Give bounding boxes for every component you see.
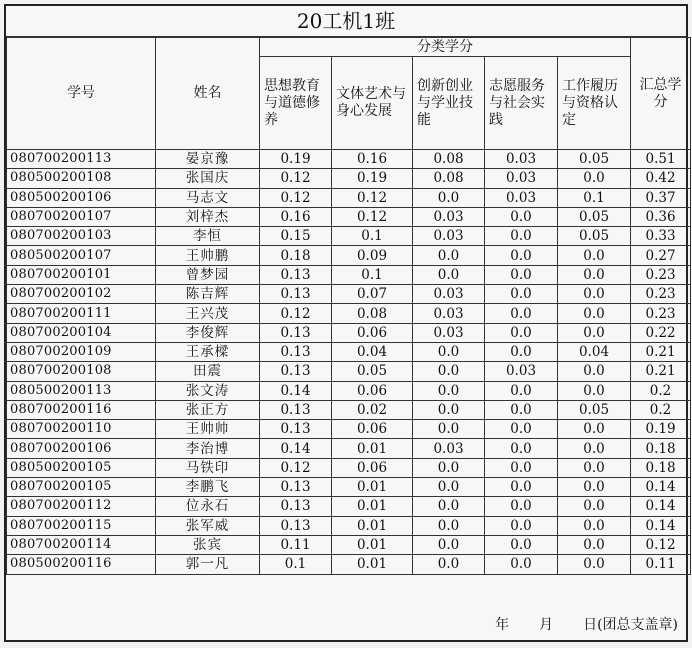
credit-work-qualification-cell: 0.0 — [558, 516, 631, 535]
credit-arts-sports-cell: 0.08 — [332, 304, 413, 323]
credit-ideology-cell: 0.14 — [260, 381, 332, 400]
student-id-cell: 080700200110 — [7, 420, 156, 439]
credit-work-qualification-cell: 0.0 — [558, 478, 631, 497]
credit-total-cell: 0.23 — [631, 285, 691, 304]
student-name-cell: 王承樑 — [156, 342, 260, 361]
credit-work-qualification-cell: 0.04 — [558, 342, 631, 361]
table-row — [7, 458, 691, 477]
credit-arts-sports-cell: 0.1 — [332, 265, 413, 284]
credit-innovation-cell: 0.03 — [413, 207, 485, 226]
credit-ideology-cell: 0.14 — [260, 439, 332, 458]
credit-total-cell: 0.27 — [631, 246, 691, 265]
credit-arts-sports-cell: 0.05 — [332, 362, 413, 381]
student-name-cell: 张文涛 — [156, 381, 260, 400]
credit-work-qualification-cell: 0.0 — [558, 246, 631, 265]
table-row — [7, 150, 691, 169]
footer-seal-line — [495, 614, 678, 634]
header-total: 汇总学分 — [631, 38, 691, 150]
header-name: 姓名 — [156, 38, 260, 150]
credit-volunteer-cell: 0.0 — [485, 381, 558, 400]
table-row — [7, 439, 691, 458]
student-name-cell: 王帅鹏 — [156, 246, 260, 265]
credit-volunteer-cell: 0.0 — [485, 439, 558, 458]
credit-work-qualification-cell: 0.0 — [558, 458, 631, 477]
credit-arts-sports-cell: 0.01 — [332, 439, 413, 458]
credit-innovation-cell: 0.0 — [413, 458, 485, 477]
credit-arts-sports-cell: 0.01 — [332, 497, 413, 516]
credit-arts-sports-cell: 0.1 — [332, 227, 413, 246]
credit-work-qualification-cell: 0.0 — [558, 439, 631, 458]
credit-ideology-cell: 0.18 — [260, 246, 332, 265]
credit-volunteer-cell: 0.0 — [485, 323, 558, 342]
credit-innovation-cell: 0.0 — [413, 246, 485, 265]
credit-volunteer-cell: 0.0 — [485, 342, 558, 361]
student-id-cell: 080500200107 — [7, 246, 156, 265]
credit-total-cell: 0.11 — [631, 555, 691, 574]
student-id-cell: 080700200116 — [7, 400, 156, 419]
credit-work-qualification-cell: 0.1 — [558, 188, 631, 207]
footer-year: 年 — [495, 617, 510, 633]
credit-arts-sports-cell: 0.01 — [332, 535, 413, 554]
credit-arts-sports-cell: 0.07 — [332, 285, 413, 304]
credit-volunteer-cell: 0.0 — [485, 497, 558, 516]
credit-total-cell: 0.22 — [631, 323, 691, 342]
student-id-cell: 080700200104 — [7, 323, 156, 342]
student-id-cell: 080500200106 — [7, 188, 156, 207]
table-row — [7, 304, 691, 323]
credit-total-cell: 0.42 — [631, 169, 691, 188]
header-category-2: 文体艺术与身心发展 — [332, 57, 413, 150]
credit-ideology-cell: 0.12 — [260, 458, 332, 477]
credit-table — [6, 37, 691, 575]
table-row — [7, 246, 691, 265]
credit-ideology-cell: 0.13 — [260, 478, 332, 497]
credit-ideology-cell: 0.13 — [260, 323, 332, 342]
table-row — [7, 265, 691, 284]
credit-ideology-cell: 0.12 — [260, 188, 332, 207]
student-id-cell: 080700200114 — [7, 535, 156, 554]
table-row — [7, 169, 691, 188]
table-row — [7, 323, 691, 342]
table-body — [7, 150, 691, 575]
credit-total-cell: 0.21 — [631, 362, 691, 381]
credit-volunteer-cell: 0.0 — [485, 478, 558, 497]
table-row — [7, 188, 691, 207]
credit-ideology-cell: 0.13 — [260, 497, 332, 516]
credit-ideology-cell: 0.13 — [260, 342, 332, 361]
student-id-cell: 080700200112 — [7, 497, 156, 516]
student-id-cell: 080500200105 — [7, 458, 156, 477]
table-row — [7, 555, 691, 574]
credit-innovation-cell: 0.03 — [413, 439, 485, 458]
credit-innovation-cell: 0.0 — [413, 497, 485, 516]
credit-volunteer-cell: 0.0 — [485, 265, 558, 284]
student-name-cell: 李治博 — [156, 439, 260, 458]
header-student-id: 学号 — [7, 38, 156, 150]
credit-ideology-cell: 0.13 — [260, 362, 332, 381]
credit-volunteer-cell: 0.0 — [485, 304, 558, 323]
footer-note: (团总支盖章) — [597, 617, 678, 633]
student-id-cell: 080700200102 — [7, 285, 156, 304]
credit-volunteer-cell: 0.03 — [485, 169, 558, 188]
credit-ideology-cell: 0.13 — [260, 265, 332, 284]
student-id-cell: 080700200107 — [7, 207, 156, 226]
student-id-cell: 080700200103 — [7, 227, 156, 246]
credit-work-qualification-cell: 0.05 — [558, 227, 631, 246]
credit-ideology-cell: 0.13 — [260, 285, 332, 304]
credit-arts-sports-cell: 0.04 — [332, 342, 413, 361]
credit-ideology-cell: 0.13 — [260, 400, 332, 419]
credit-work-qualification-cell: 0.0 — [558, 285, 631, 304]
table-row — [7, 535, 691, 554]
credit-innovation-cell: 0.0 — [413, 535, 485, 554]
header-category-5: 工作履历与资格认定 — [558, 57, 631, 150]
credit-work-qualification-cell: 0.0 — [558, 304, 631, 323]
credit-volunteer-cell: 0.0 — [485, 207, 558, 226]
student-name-cell: 刘梓杰 — [156, 207, 260, 226]
student-name-cell: 李恒 — [156, 227, 260, 246]
credit-volunteer-cell: 0.03 — [485, 150, 558, 169]
sheet-title: 20工机1班 — [6, 6, 686, 37]
student-name-cell: 马志文 — [156, 188, 260, 207]
credit-total-cell: 0.33 — [631, 227, 691, 246]
credit-work-qualification-cell: 0.0 — [558, 169, 631, 188]
credit-work-qualification-cell: 0.0 — [558, 420, 631, 439]
credit-innovation-cell: 0.08 — [413, 169, 485, 188]
table-row — [7, 285, 691, 304]
credit-total-cell: 0.51 — [631, 150, 691, 169]
credit-volunteer-cell: 0.0 — [485, 285, 558, 304]
credit-work-qualification-cell: 0.05 — [558, 400, 631, 419]
footer-day: 日 — [583, 617, 598, 633]
student-id-cell: 080700200101 — [7, 265, 156, 284]
credit-total-cell: 0.18 — [631, 439, 691, 458]
credit-innovation-cell: 0.0 — [413, 400, 485, 419]
credit-innovation-cell: 0.08 — [413, 150, 485, 169]
student-name-cell: 位永石 — [156, 497, 260, 516]
credit-volunteer-cell: 0.0 — [485, 420, 558, 439]
credit-work-qualification-cell: 0.0 — [558, 265, 631, 284]
credit-arts-sports-cell: 0.06 — [332, 323, 413, 342]
credit-work-qualification-cell: 0.05 — [558, 207, 631, 226]
credit-ideology-cell: 0.12 — [260, 304, 332, 323]
student-name-cell: 李鹏飞 — [156, 478, 260, 497]
credit-innovation-cell: 0.03 — [413, 285, 485, 304]
credit-total-cell: 0.2 — [631, 400, 691, 419]
student-name-cell: 曾梦园 — [156, 265, 260, 284]
table-row — [7, 227, 691, 246]
credit-arts-sports-cell: 0.06 — [332, 420, 413, 439]
credit-arts-sports-cell: 0.16 — [332, 150, 413, 169]
student-id-cell: 080700200109 — [7, 342, 156, 361]
credit-ideology-cell: 0.1 — [260, 555, 332, 574]
student-id-cell: 080700200108 — [7, 362, 156, 381]
credit-innovation-cell: 0.03 — [413, 323, 485, 342]
credit-arts-sports-cell: 0.09 — [332, 246, 413, 265]
credit-total-cell: 0.2 — [631, 381, 691, 400]
credit-arts-sports-cell: 0.12 — [332, 207, 413, 226]
student-id-cell: 080500200116 — [7, 555, 156, 574]
student-name-cell: 李俊辉 — [156, 323, 260, 342]
credit-work-qualification-cell: 0.0 — [558, 535, 631, 554]
score-sheet — [4, 4, 688, 642]
credit-volunteer-cell: 0.0 — [485, 516, 558, 535]
credit-arts-sports-cell: 0.02 — [332, 400, 413, 419]
student-id-cell: 080700200106 — [7, 439, 156, 458]
credit-ideology-cell: 0.13 — [260, 420, 332, 439]
credit-innovation-cell: 0.0 — [413, 362, 485, 381]
header-category-1: 思想教育与道德修养 — [260, 57, 332, 150]
table-row — [7, 516, 691, 535]
table-row — [7, 400, 691, 419]
credit-volunteer-cell: 0.0 — [485, 400, 558, 419]
credit-ideology-cell: 0.19 — [260, 150, 332, 169]
credit-work-qualification-cell: 0.0 — [558, 362, 631, 381]
credit-total-cell: 0.19 — [631, 420, 691, 439]
credit-total-cell: 0.36 — [631, 207, 691, 226]
student-id-cell: 080700200111 — [7, 304, 156, 323]
credit-arts-sports-cell: 0.06 — [332, 458, 413, 477]
credit-ideology-cell: 0.13 — [260, 516, 332, 535]
student-id-cell: 080700200113 — [7, 150, 156, 169]
credit-total-cell: 0.18 — [631, 458, 691, 477]
student-name-cell: 张宾 — [156, 535, 260, 554]
credit-arts-sports-cell: 0.01 — [332, 516, 413, 535]
student-name-cell: 王帅帅 — [156, 420, 260, 439]
student-id-cell: 080700200105 — [7, 478, 156, 497]
credit-innovation-cell: 0.0 — [413, 188, 485, 207]
credit-ideology-cell: 0.12 — [260, 169, 332, 188]
credit-innovation-cell: 0.0 — [413, 478, 485, 497]
student-name-cell: 张国庆 — [156, 169, 260, 188]
table-row — [7, 497, 691, 516]
student-id-cell: 080500200108 — [7, 169, 156, 188]
credit-innovation-cell: 0.0 — [413, 555, 485, 574]
credit-innovation-cell: 0.0 — [413, 420, 485, 439]
credit-innovation-cell: 0.03 — [413, 304, 485, 323]
credit-innovation-cell: 0.0 — [413, 342, 485, 361]
credit-work-qualification-cell: 0.0 — [558, 497, 631, 516]
header-category-group: 分类学分 — [260, 38, 631, 57]
credit-volunteer-cell: 0.03 — [485, 188, 558, 207]
credit-volunteer-cell: 0.0 — [485, 555, 558, 574]
credit-total-cell: 0.14 — [631, 478, 691, 497]
table-row — [7, 381, 691, 400]
credit-ideology-cell: 0.16 — [260, 207, 332, 226]
credit-arts-sports-cell: 0.01 — [332, 555, 413, 574]
credit-innovation-cell: 0.0 — [413, 381, 485, 400]
table-row — [7, 207, 691, 226]
credit-work-qualification-cell: 0.0 — [558, 323, 631, 342]
header-category-3: 创新创业与学业技能 — [413, 57, 485, 150]
credit-arts-sports-cell: 0.12 — [332, 188, 413, 207]
credit-total-cell: 0.23 — [631, 265, 691, 284]
student-name-cell: 张军威 — [156, 516, 260, 535]
credit-arts-sports-cell: 0.19 — [332, 169, 413, 188]
table-row — [7, 420, 691, 439]
credit-volunteer-cell: 0.03 — [485, 362, 558, 381]
credit-total-cell: 0.12 — [631, 535, 691, 554]
credit-ideology-cell: 0.11 — [260, 535, 332, 554]
table-row — [7, 362, 691, 381]
credit-total-cell: 0.14 — [631, 497, 691, 516]
student-name-cell: 张正方 — [156, 400, 260, 419]
credit-total-cell: 0.14 — [631, 516, 691, 535]
student-name-cell: 田震 — [156, 362, 260, 381]
student-id-cell: 080700200115 — [7, 516, 156, 535]
footer-month: 月 — [539, 617, 554, 633]
credit-ideology-cell: 0.15 — [260, 227, 332, 246]
table-row — [7, 478, 691, 497]
credit-arts-sports-cell: 0.01 — [332, 478, 413, 497]
credit-volunteer-cell: 0.0 — [485, 458, 558, 477]
credit-total-cell: 0.37 — [631, 188, 691, 207]
table-row — [7, 342, 691, 361]
credit-total-cell: 0.23 — [631, 304, 691, 323]
credit-total-cell: 0.21 — [631, 342, 691, 361]
credit-work-qualification-cell: 0.05 — [558, 150, 631, 169]
credit-work-qualification-cell: 0.0 — [558, 381, 631, 400]
credit-volunteer-cell: 0.0 — [485, 535, 558, 554]
credit-work-qualification-cell: 0.0 — [558, 555, 631, 574]
student-name-cell: 陈吉辉 — [156, 285, 260, 304]
credit-innovation-cell: 0.03 — [413, 227, 485, 246]
student-name-cell: 郭一凡 — [156, 555, 260, 574]
credit-innovation-cell: 0.0 — [413, 516, 485, 535]
header-category-4: 志愿服务与社会实践 — [485, 57, 558, 150]
credit-innovation-cell: 0.0 — [413, 265, 485, 284]
student-name-cell: 马铁印 — [156, 458, 260, 477]
student-name-cell: 晏京豫 — [156, 150, 260, 169]
credit-volunteer-cell: 0.0 — [485, 227, 558, 246]
student-id-cell: 080500200113 — [7, 381, 156, 400]
credit-volunteer-cell: 0.0 — [485, 246, 558, 265]
credit-arts-sports-cell: 0.06 — [332, 381, 413, 400]
student-name-cell: 王兴茂 — [156, 304, 260, 323]
